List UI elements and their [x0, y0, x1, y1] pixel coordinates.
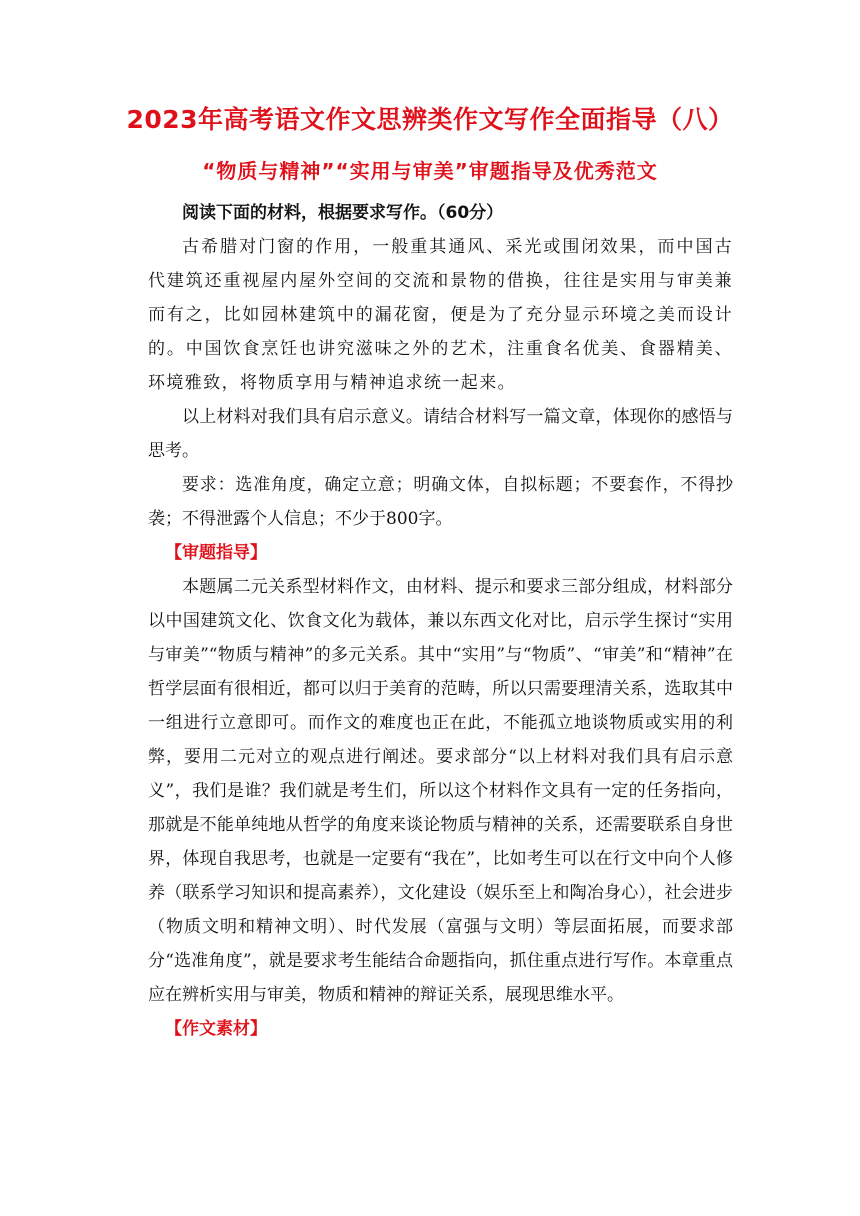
guidance-paragraph: 本题属二元关系型材料作文，由材料、提示和要求三部分组成，材料部分以中国建筑文化、饮食文化为载体，兼以东西文化对比，启示学生探讨“实用与审美”“物质与精神”的多元关系。其中“实用”与“物质”、“审美”和“精神”在哲学层面有很相近，都可以归于美育的范畴，所以只需要理清关系，选取其中一组进行立意即可。而作文的难度也正在此，不能孤立地谈物质或实用的利弊，要用二元对立的观点进行阐述。要求部分“以上材料对我们具有启示意义”，我们是谁？我们就是考生们，所以这个材料作文具有一定的任务指向，那就是不能单纯地从哲学的角度来谈论物质与精神的关系，还需要联系自身世界，体现自我思考，也就是一定要有“我在”，比如考生可以在行文中向个人修养（联系学习知识和提高素养），文化建设（娱乐至上和陶冶身心），社会进步（物质文明和精神文明）、时代发展（富强与文明）等层面拓展，而要求部分“选准角度”，就是要求考生能结合命题指向，抓住重点进行写作。本章重点应在辨析实用与审美，物质和精神的辩证关系，展现思维水平。: [148, 577, 733, 1005]
page-subtitle: “物质与精神”“实用与审美”审题指导及优秀范文: [202, 159, 658, 183]
section-heading-material: 【作文素材】: [165, 1019, 267, 1039]
writing-instruction: 阅读下面的材料，根据要求写作。（60分）: [182, 203, 504, 223]
document-body: [148, 196, 733, 1046]
requirements-paragraph: 要求：选准角度，确定立意；明确文体，自拟标题；不要套作，不得抄袭；不得泄露个人信息；不少于800字。: [148, 475, 733, 529]
prompt-paragraph: 以上材料对我们具有启示意义。请结合材料写一篇文章，体现你的感悟与思考。: [148, 407, 733, 461]
page-title: 2023年高考语文作文思辨类作文写作全面指导（八）: [126, 105, 734, 134]
section-heading-guidance: 【审题指导】: [165, 543, 267, 563]
material-paragraph: 古希腊对门窗的作用，一般重其通风、采光或围闭效果，而中国古代建筑还重视屋内屋外空间的交流和景物的借换，往往是实用与审美兼而有之，比如园林建筑中的漏花窗，便是为了充分显示环境之美而设计的。中国饮食烹饪也讲究滋味之外的艺术，注重食名优美、食器精美、环境雅致，将物质享用与精神追求统一起来。: [148, 237, 733, 393]
